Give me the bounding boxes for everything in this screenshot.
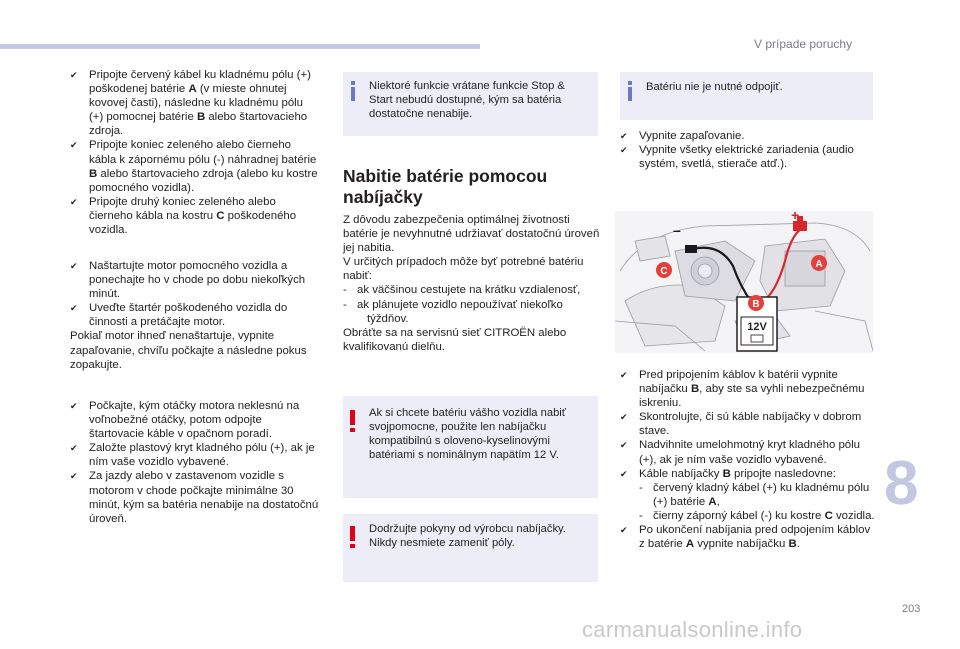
- chapter-number: 8: [884, 449, 919, 518]
- check-box-bullet-icon: ✔︎: [620, 525, 628, 536]
- list-item: - ak väčšinou cestujete na krátku vzdialenosť,: [343, 284, 581, 297]
- list-item: ✔︎ Vypnite všetky elektrické zariadenia (audio systém, svetlá, stierače atď.).: [620, 144, 854, 171]
- sub-list-item: - červený kladný kábel (+) ku kladnému pólu (+) batérie A,: [639, 481, 870, 508]
- list-item: ✔︎ Uveďte štartér poškodeného vozidla do činnosti a pretáčajte motor.: [70, 302, 288, 329]
- battery-charging-illustration: [615, 211, 873, 353]
- check-box-bullet-icon: ✔︎: [620, 145, 628, 156]
- header-accent-bar: [0, 44, 480, 49]
- svg-text:C: C: [660, 266, 668, 277]
- label-c: [656, 262, 672, 278]
- list-item: ✔︎ Založte plastový kryt kladného pólu (+), ak je ním vaše vozidlo vybavené.: [70, 442, 315, 469]
- warning-text: Ak si chcete batériu vášho vozidla nabiť svojpomocne, použite len nabíjačku kompatibilnú s oloveno-kyselinovými batériami s nominálnym napätím 12 V.: [369, 407, 566, 461]
- list-item: ✔︎ Vypnite zapaľovanie.: [620, 130, 745, 142]
- list-item: ✔︎ Pripojte červený kábel ku kladnému pólu (+) poškodenej batérie A (v mieste ohnutej kovovej časti), následne ku kladnému pólu (+) pomocnej batérie B alebo štartovacieho zdroja.: [70, 69, 311, 138]
- warning-text: Dodržujte pokyny od výrobcu nabíjačky. Nikdy nesmiete zameniť póly.: [369, 523, 566, 549]
- list-item: ✔︎ Počkajte, kým otáčky motora neklesnú na voľnobežné otáčky, potom odpojte štartovacie káble v opačnom poradí.: [70, 400, 300, 441]
- check-box-bullet-icon: ✔︎: [70, 140, 78, 151]
- check-box-bullet-icon: ✔︎: [620, 370, 628, 380]
- section-title: V prípade poruchy: [754, 37, 853, 51]
- list-item: - ak plánujete vozidlo nepoužívať niekoľko týždňov.: [343, 298, 563, 325]
- minus-sign: –: [673, 222, 681, 238]
- column-middle: Z dôvodu zabezpečenia optimálnej životnosti batérie je nevyhnutné udržiavať dostatočnú úroveň jej nabitia. V určitých prípadoch môže byť potrebné batériu nabiť: - ak väčšinou cestujete na krátku vzdialenosť, - ak plánujete vozidlo nepoužívať niekoľko týždňov. Obráťte sa na servisnú sieť CITROËN alebo kvalifikovanú dielňu.: [343, 214, 600, 353]
- section-heading: Nabitie batérie pomocou nabíjačky: [343, 166, 548, 207]
- check-box-bullet-icon: ✔︎: [70, 443, 78, 454]
- check-box-bullet-icon: ✔︎: [70, 70, 78, 80]
- list-item: ✔︎ Nadvihnite umelohmotný kryt kladného pólu (+), ak je ním vaše vozidlo vybavené.: [620, 439, 860, 466]
- check-box-bullet-icon: ✔︎: [620, 440, 628, 451]
- info-text: Batériu nie je nutné odpojiť.: [646, 81, 783, 93]
- list-item: ✔︎ Za jazdy alebo v zastavenom vozidle s motorom v chode počkajte minimálne 30 minút, kým sa batéria nenabije na dostatočnú úroveň.: [70, 470, 319, 525]
- check-box-bullet-icon: ✔︎: [620, 412, 628, 423]
- list-item: ✔︎ Pred pripojením káblov k batérii vypnite nabíjačku B, aby ste sa vyhli nebezpečnému iskreniu.: [620, 369, 865, 410]
- svg-text:B: B: [752, 299, 760, 310]
- warning-box: [343, 514, 598, 582]
- plus-sign: +: [791, 211, 800, 223]
- check-box-bullet-icon: ✔︎: [70, 261, 78, 271]
- engine-bay-drawing: [615, 211, 873, 353]
- check-box-bullet-icon: ✔︎: [620, 131, 628, 141]
- svg-text:A: A: [815, 259, 823, 270]
- info-box: [343, 72, 598, 136]
- column-right-top: [620, 129, 875, 171]
- column-left-block2: [70, 259, 320, 372]
- check-box-bullet-icon: ✔︎: [70, 401, 78, 411]
- list-item: ✔︎ Káble nabíjačky B pripojte nasledovne: - červený kladný kábel (+) ku kladnému pólu (+) batérie A, - čierny záporný kábel (-) ku kostre C vozidla.: [620, 467, 878, 523]
- list-item: ✔︎ Skontrolujte, či sú káble nabíjačky v dobrom stave.: [620, 411, 862, 438]
- check-box-bullet-icon: ✔︎: [620, 468, 628, 479]
- check-box-bullet-icon: ✔︎: [70, 303, 78, 314]
- list-item: ✔︎ Pripojte koniec zeleného alebo čierneho kábla k zápornému pólu (-) náhradnej batérie B alebo štartovacieho zdroja (alebo ku kostre pomocného vozidla).: [70, 139, 318, 194]
- info-icon: [628, 81, 632, 101]
- info-box: [620, 72, 873, 120]
- column-right-bottom: [620, 368, 878, 551]
- list-item: ✔︎ Pripojte druhý koniec zeleného alebo čierneho kábla na kostru C poškodeného vozidla.: [70, 195, 297, 237]
- list-item: ✔︎ Naštartujte motor pomocného vozidla a ponechajte ho v chode po dobu niekoľkých minút.: [70, 260, 306, 301]
- label-b: [748, 295, 764, 311]
- warning-icon: [350, 410, 355, 432]
- sub-list-item: - čierny záporný kábel (-) ku kostre C vozidla.: [639, 509, 875, 522]
- watermark: carmanualsonline.info: [582, 617, 803, 642]
- check-box-bullet-icon: ✔︎: [70, 471, 78, 482]
- info-icon: [351, 81, 355, 101]
- label-a: [811, 255, 827, 271]
- note-text: Pokiaľ motor ihneď nenaštartuje, vypnite zapaľovanie, chvíľu počkajte a následne pokus zopakujte.: [70, 330, 307, 371]
- list-item: ✔︎ Po ukončení nabíjania pred odpojením káblov z batérie A vypnite nabíjačku B.: [620, 524, 871, 551]
- column-left-block3: [70, 399, 320, 526]
- warning-box: [343, 396, 598, 498]
- info-text: Niektoré funkcie vrátane funkcie Stop & Start nebudú dostupné, kým sa batéria dostatočne nenabije.: [369, 80, 565, 120]
- column-left: [70, 68, 320, 237]
- charger-voltage-label: 12V: [747, 321, 767, 333]
- page-number: 203: [902, 603, 921, 615]
- warning-icon: [350, 526, 355, 548]
- black-clamp: [685, 245, 697, 253]
- check-box-bullet-icon: ✔︎: [70, 196, 78, 207]
